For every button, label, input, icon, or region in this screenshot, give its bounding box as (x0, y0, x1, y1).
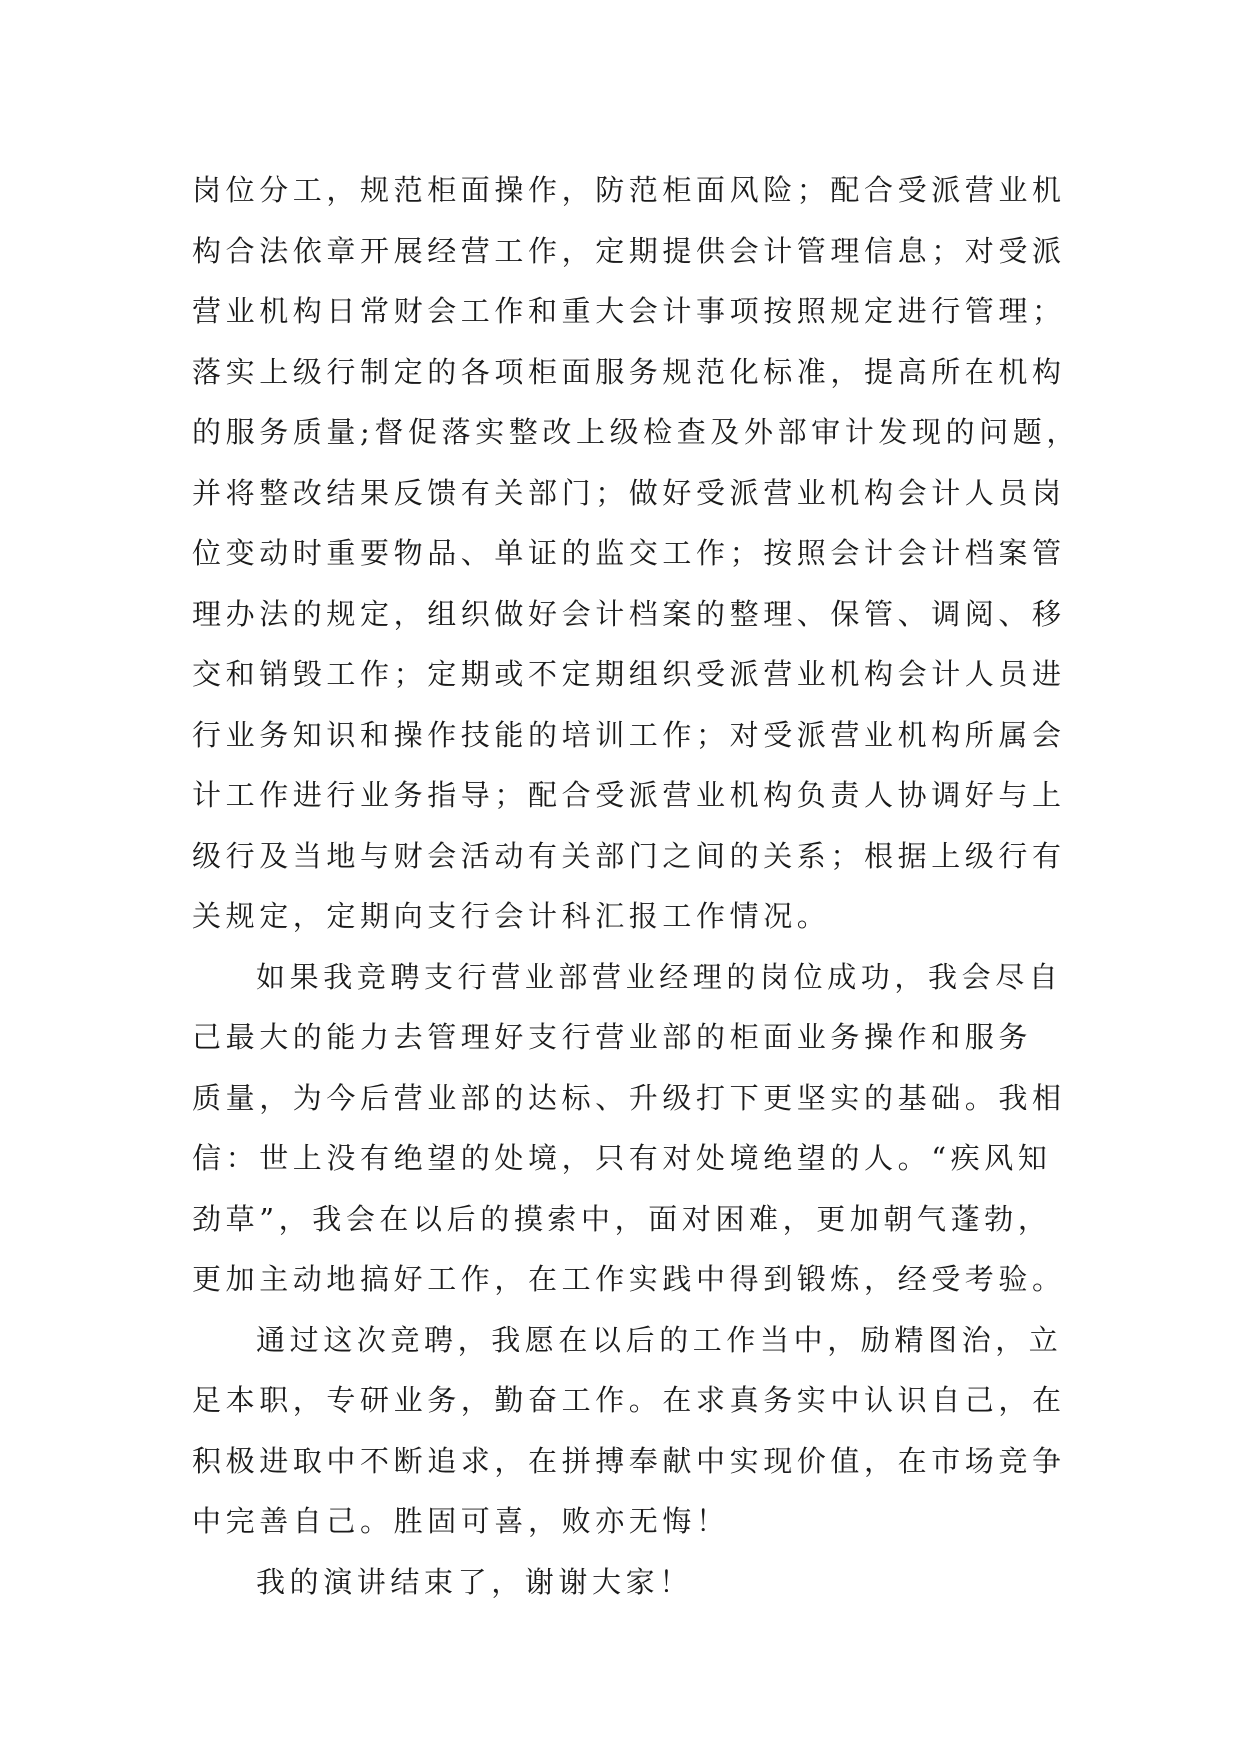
text-line: 如果我竞聘支行营业部营业经理的岗位成功，我会尽自 (256, 959, 1063, 994)
text-line: 中完善自己。胜固可喜，败亦无悔！ (192, 1504, 730, 1538)
text-line: 岗位分工，规范柜面操作，防范柜面风险；配合受派营业机 (192, 173, 1066, 207)
text-line: 通过这次竞聘，我愿在以后的工作当中，励精图治，立 (256, 1322, 1063, 1357)
paragraph-closing (192, 1552, 1072, 1613)
text-line: 己最大的能力去管理好支行营业部的柜面业务操作和服务 (192, 1020, 1033, 1054)
text-line: 质量，为今后营业部的达标、升级打下更坚实的基础。我相 (192, 1080, 1066, 1115)
text-line: 落实上级行制定的各项柜面服务规范化标准，提高所在机构 (192, 354, 1066, 389)
text-line: 更加主动地搞好工作，在工作实践中得到锻炼，经受考验。 (192, 1262, 1066, 1296)
text-line: 信：世上没有绝望的处境，只有对处境绝望的人。“疾风知 (192, 1141, 1052, 1175)
closing-line: 我的演讲结束了，谢谢大家！ (256, 1564, 693, 1599)
text-line: 营业机构日常财会工作和重大会计事项按照规定进行管理； (192, 294, 1066, 328)
text-line: 的服务质量;督促落实整改上级检查及外部审计发现的问题， (192, 415, 1080, 449)
text-line: 并将整改结果反馈有关部门；做好受派营业机构会计人员岗 (192, 475, 1066, 510)
paragraph-resolve (192, 1310, 1072, 1552)
text-line: 积极进取中不断追求，在拼搏奉献中实现价值，在市场竞争 (192, 1443, 1066, 1478)
text-line: 位变动时重要物品、单证的监交工作；按照会计会计档案管 (192, 536, 1066, 570)
paragraph-commitment (192, 947, 1072, 1310)
text-line: 关规定，定期向支行会计科汇报工作情况。 (192, 899, 831, 933)
text-line: 行业务知识和操作技能的培训工作；对受派营业机构所属会 (192, 717, 1066, 752)
text-line: 劲草”，我会在以后的摸索中，面对困难，更加朝气蓬勃， (192, 1201, 1052, 1236)
document-body (192, 160, 1080, 1612)
text-line: 足本职，专研业务，勤奋工作。在求真务实中认识自己，在 (192, 1383, 1066, 1417)
text-line: 理办法的规定，组织做好会计档案的整理、保管、调阅、移 (192, 596, 1066, 631)
paragraph-continued (192, 160, 1080, 947)
text-line: 级行及当地与财会活动有关部门之间的关系；根据上级行有 (192, 838, 1066, 873)
text-line: 交和销毁工作；定期或不定期组织受派营业机构会计人员进 (192, 657, 1066, 691)
text-line: 计工作进行业务指导；配合受派营业机构负责人协调好与上 (192, 778, 1066, 812)
text-line: 构合法依章开展经营工作，定期提供会计管理信息；对受派 (192, 233, 1066, 268)
